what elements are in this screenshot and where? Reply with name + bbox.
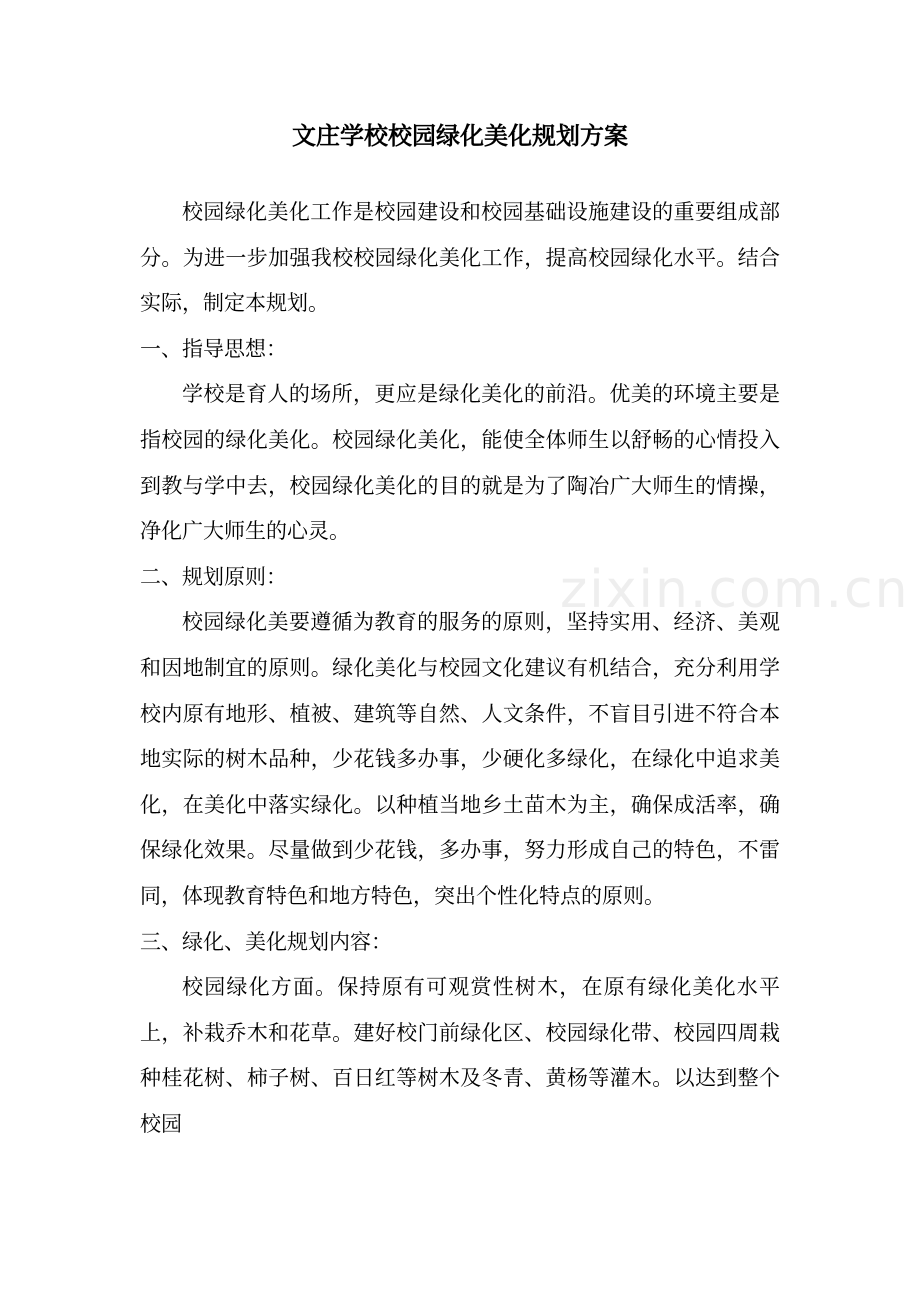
document-title: 文庄学校校园绿化美化规划方案	[292, 121, 628, 150]
guiding-ideology-paragraph: 学校是育人的场所，更应是绿化美化的前沿。优美的环境主要是指校园的绿化美化。校园绿化美化，能使全体师生以舒畅的心情投入到教与学中去，校园绿化美化的目的就是为了陶冶广大师生的情操，净化广大师生的心灵。	[140, 382, 780, 544]
intro-paragraph: 校园绿化美化工作是校园建设和校园基础设施建设的重要组成部分。为进一步加强我校校园绿化美化工作，提高校园绿化水平。结合实际，制定本规划。	[140, 200, 780, 316]
planning-content-paragraph: 校园绿化方面。保持原有可观赏性树木，在原有绿化美化水平上，补栽乔木和花草。建好校门前绿化区、校园绿化带、校园四周栽种桂花树、柿子树、百日红等树木及冬青、黄杨等灌木。以达到整个校园	[140, 975, 780, 1136]
section-heading-planning-content: 三、绿化、美化规划内容：	[140, 929, 392, 954]
watermark: zixin.com.cn	[560, 560, 910, 620]
section-heading-guiding-ideology: 一、指导思想：	[140, 336, 287, 361]
planning-principles-paragraph: 校园绿化美要遵循为教育的服务的原则，坚持实用、经济、美观和因地制宜的原则。绿化美化与校园文化建议有机结合，充分利用学校内原有地形、植被、建筑等自然、人文条件，不盲目引进不符合本地实际的树木品种，少花钱多办事，少硬化多绿化，在绿化中追求美化，在美化中落实绿化。以种植当地乡土苗木为主，确保成活率，确保绿化效果。尽量做到少花钱，多办事，努力形成自己的特色，不雷同，体现教育特色和地方特色，突出个性化特点的原则。	[140, 610, 780, 908]
section-heading-planning-principles: 二、规划原则：	[140, 564, 287, 589]
document-body	[140, 190, 780, 1147]
